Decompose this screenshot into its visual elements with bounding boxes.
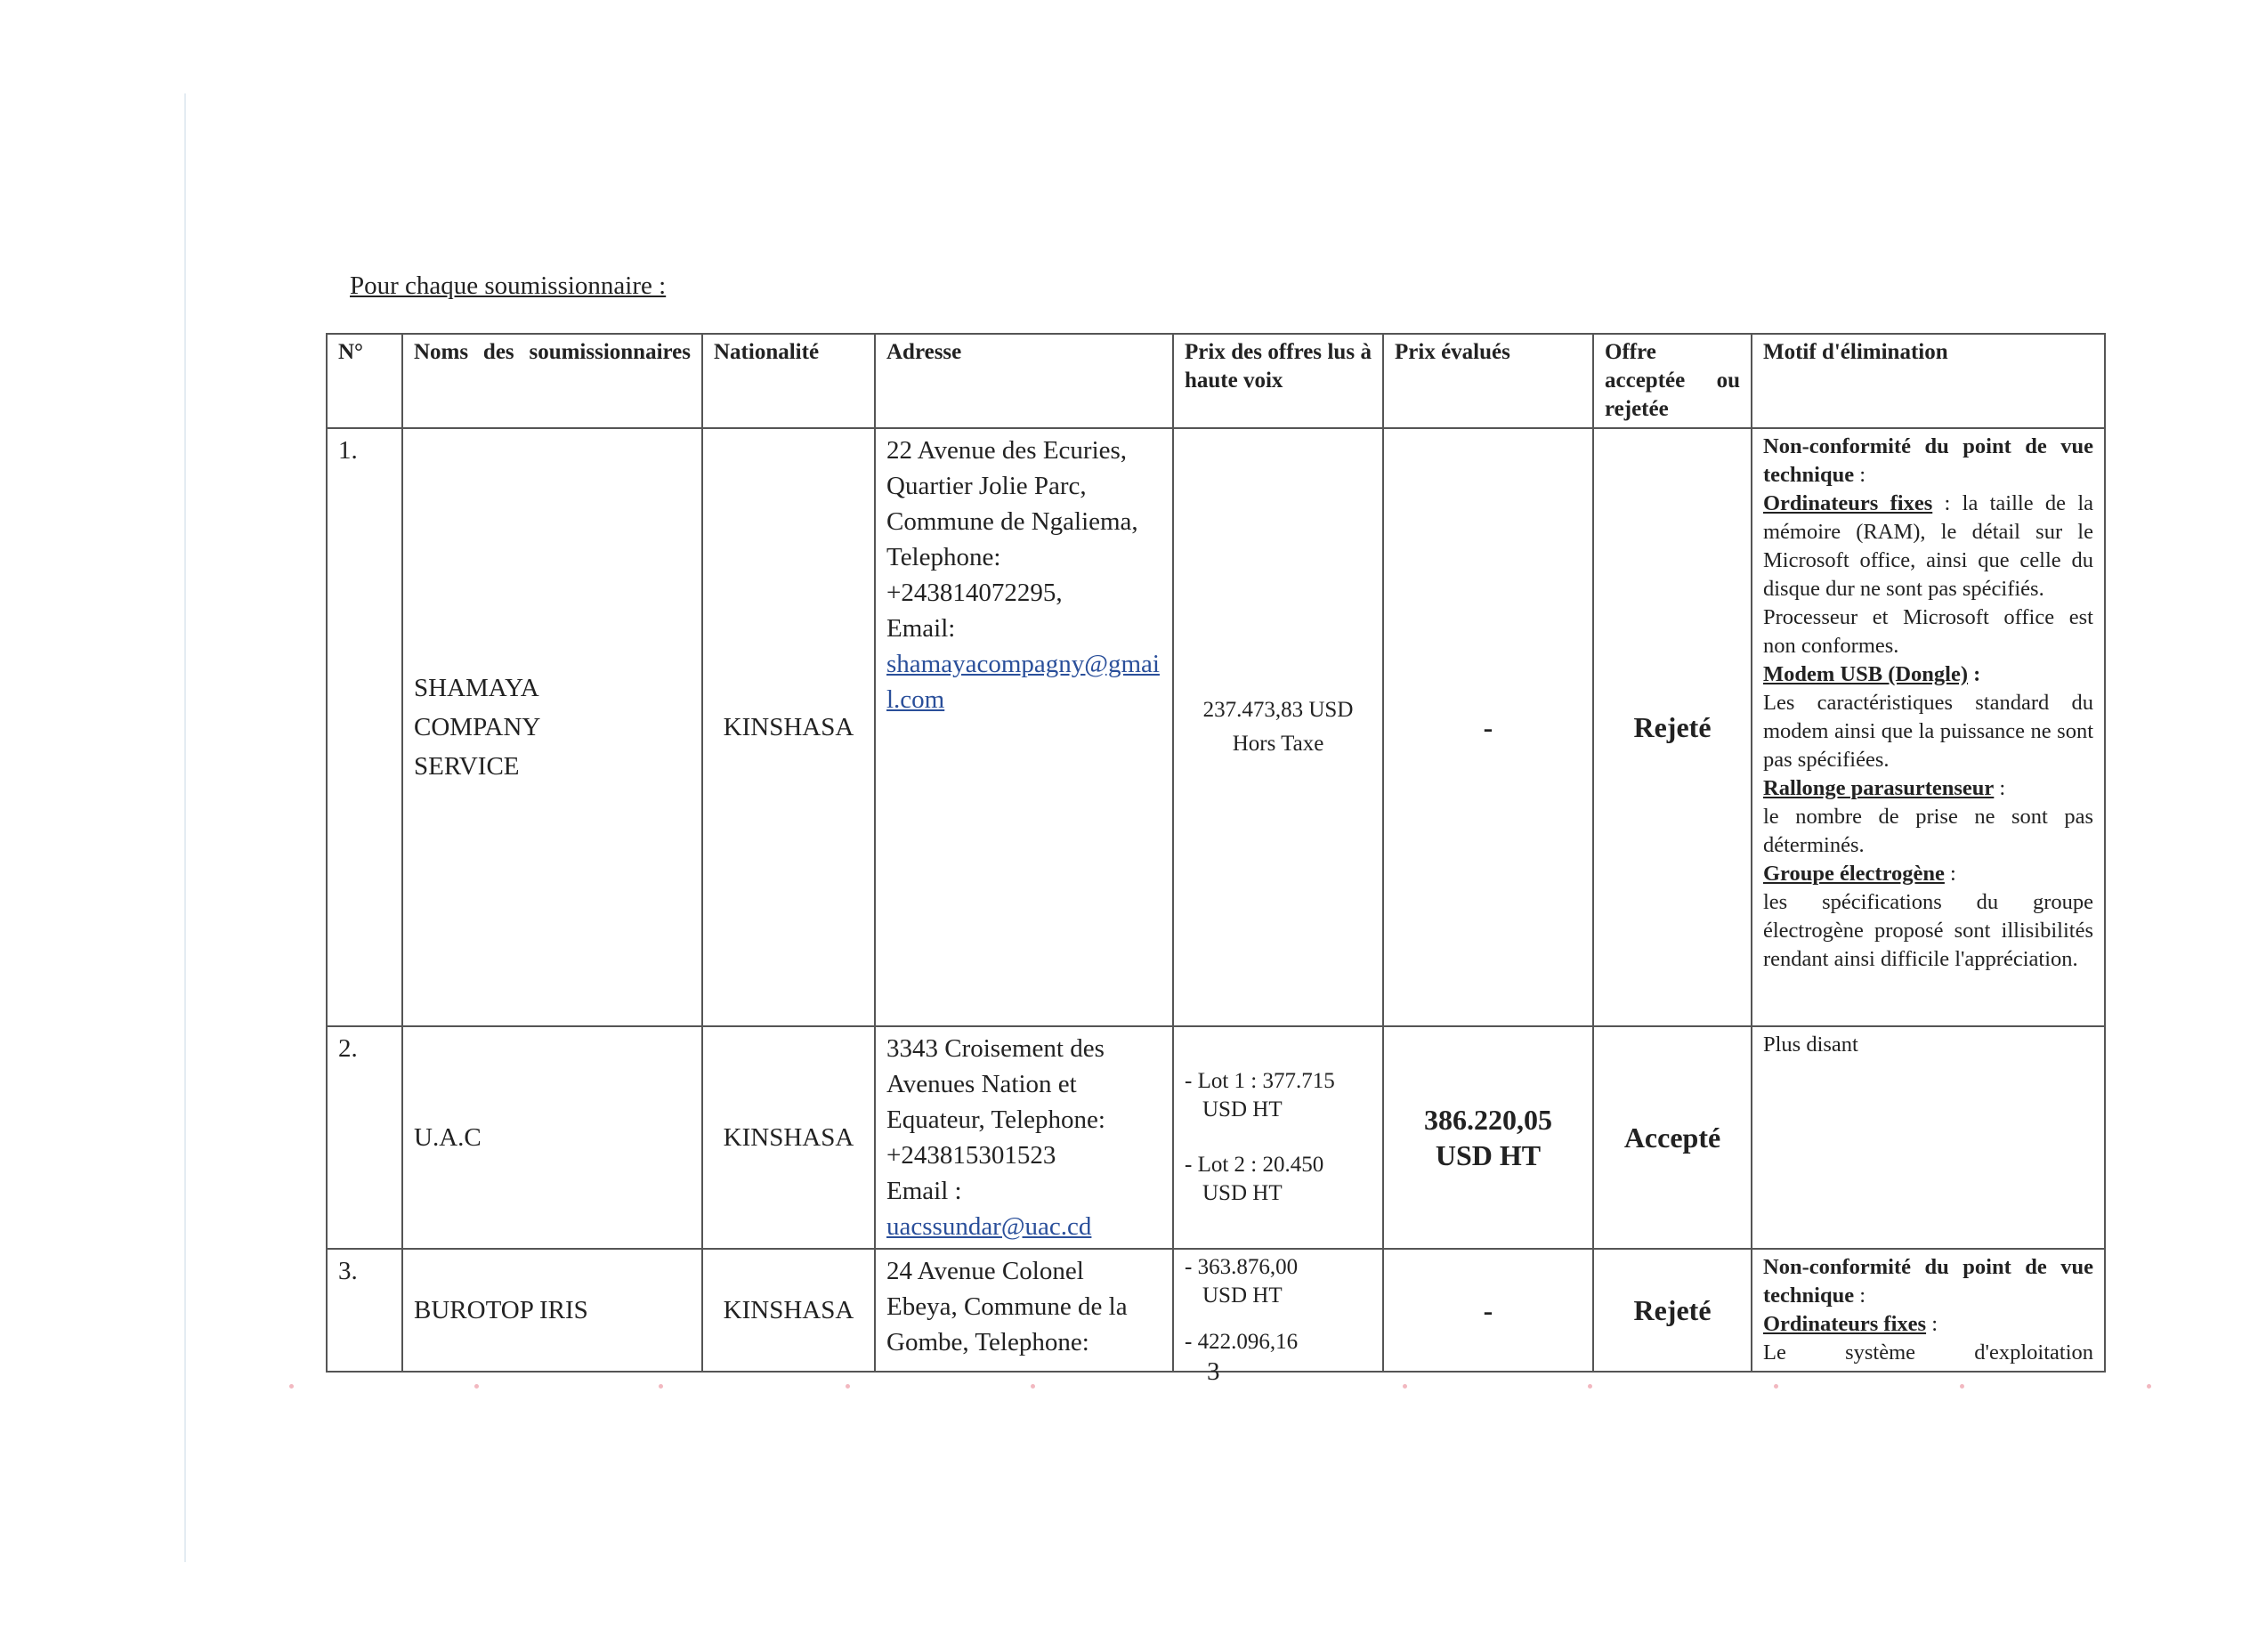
status-rejected: Rejeté: [1593, 1249, 1752, 1372]
motif-section-head: Rallonge parasurtenseur: [1763, 776, 1995, 800]
price-read-lots: [1173, 1026, 1383, 1249]
motif-text: Le système d'exploitation: [1763, 1340, 2093, 1365]
address-line: Ebeya, Commune de la: [886, 1292, 1128, 1321]
price-line: 237.473,83 USD: [1202, 698, 1354, 722]
bidder-name: BUROTOP IRIS: [402, 1249, 702, 1372]
scan-dot: [846, 1384, 850, 1389]
price-evaluated: [1383, 1026, 1593, 1249]
motif-section-head: Groupe électrogène: [1763, 862, 1945, 886]
address-line: +243815301523: [886, 1141, 1056, 1170]
price-evaluated: -: [1383, 428, 1593, 1026]
address: [875, 1249, 1173, 1372]
status-rejected: Rejeté: [1593, 428, 1752, 1026]
table-row: [327, 1026, 2105, 1249]
elimination-motif: Plus disant: [1752, 1026, 2105, 1249]
address-line: 3343 Croisement des: [886, 1034, 1105, 1063]
lot-line: - Lot 2 : 20.450: [1185, 1153, 1324, 1177]
row-num: 2.: [327, 1026, 402, 1249]
address-line: +243814072295,: [886, 579, 1063, 607]
scan-dot: [1960, 1384, 1964, 1389]
name-line: SERVICE: [414, 752, 520, 781]
header-price-read: Prix des offres lus à haute voix: [1173, 334, 1383, 428]
header-nationality: Nationalité: [702, 334, 875, 428]
header-motif: Motif d'élimination: [1752, 334, 2105, 428]
price-read: [1173, 428, 1383, 1026]
address-line: Email :: [886, 1177, 962, 1205]
motif-text: Les caractéristiques standard du modem ainsi que la puissance ne sont pas spécifiées.: [1763, 691, 2093, 772]
scan-margin-line: [184, 93, 186, 1562]
page-number: 3: [1207, 1357, 1220, 1386]
price-evaluated: -: [1383, 1249, 1593, 1372]
scan-dot: [474, 1384, 479, 1389]
bidder-name: U.A.C: [402, 1026, 702, 1249]
address: [875, 428, 1173, 1026]
scan-dot: [1031, 1384, 1035, 1389]
header-names: Noms des soumissionnaires: [402, 334, 702, 428]
table-row: [327, 428, 2105, 1026]
motif-text: les spécifications du groupe électrogène proposé sont illisibilités rendant ainsi difficile l'appréciation.: [1763, 890, 2093, 971]
address-line: Email:: [886, 614, 956, 643]
header-price-eval: Prix évalués: [1383, 334, 1593, 428]
scan-dot: [659, 1384, 663, 1389]
address-line: Avenues Nation et: [886, 1070, 1077, 1098]
lot-line: USD HT: [1202, 1284, 1283, 1308]
header-status: Offre acceptée ou rejetée: [1593, 334, 1752, 428]
motif-text: Processeur et Microsoft office est non conformes.: [1763, 605, 2093, 658]
motif-text: le nombre de prise ne sont pas déterminés.: [1763, 805, 2093, 857]
address-line: 24 Avenue Colonel: [886, 1257, 1084, 1285]
name-line: COMPANY: [414, 713, 541, 741]
motif-section-head: Ordinateurs fixes: [1763, 1312, 1927, 1336]
scan-dot: [289, 1384, 294, 1389]
table-header-row: [327, 334, 2105, 428]
motif-section-head: Modem USB (Dongle): [1763, 662, 1969, 686]
scan-dot: [1403, 1384, 1407, 1389]
name-line: SHAMAYA: [414, 674, 539, 702]
email-link[interactable]: uacssundar@uac.cd: [886, 1212, 1092, 1241]
price-eval-line: USD HT: [1435, 1139, 1542, 1171]
lot-line: - 422.096,16: [1185, 1330, 1299, 1354]
bidder-name: [402, 428, 702, 1026]
table-row: [327, 1249, 2105, 1372]
address-line: Commune de Ngaliema,: [886, 507, 1138, 536]
motif-title: Non-conformité du point de vue technique: [1763, 1255, 2093, 1308]
header-address: Adresse: [875, 334, 1173, 428]
nationality: KINSHASA: [702, 1026, 875, 1249]
motif-text: la taille de la mémoire (RAM), le détail sur le Microsoft office, ainsi que celle du disque dur ne sont pas spécifiés.: [1763, 491, 2093, 601]
elimination-motif: Non-conformité du point de vue technique : Ordinateurs fixes : Le système d'exploitation: [1752, 1249, 2105, 1372]
intro-heading: Pour chaque soumissionnaire :: [350, 271, 667, 300]
motif-section-head: Ordinateurs fixes: [1763, 491, 1933, 515]
address-line: Gombe, Telephone:: [886, 1328, 1089, 1356]
price-eval-line: 386.220,05: [1424, 1104, 1552, 1136]
row-num: 3.: [327, 1249, 402, 1372]
header-num: N°: [327, 334, 402, 428]
elimination-motif: Non-conformité du point de vue technique : Ordinateurs fixes : la taille de la mémoire (RAM), le détail sur le Microsoft office, ainsi que celle du disque dur ne sont pas spécifiés. Processeur et Microsoft office est non conformes. Modem USB (Dongle) : Les caractéristiques standard du modem ainsi que la puissance ne sont pas spécifiées. Rallonge parasurtenseur : le nombre de prise ne sont pas déterminés. Groupe électrogène : les spécifications du groupe électrogène proposé sont illisibilités rendant ainsi difficile l'appréciation.: [1752, 428, 2105, 1026]
address-line: Quartier Jolie Parc,: [886, 472, 1087, 500]
nationality: KINSHASA: [702, 428, 875, 1026]
row-num: 1.: [327, 428, 402, 1026]
lot-line: USD HT: [1202, 1097, 1283, 1122]
scan-dot: [1774, 1384, 1778, 1389]
price-line: Hors Taxe: [1232, 732, 1324, 756]
price-read-lots: [1173, 1249, 1383, 1372]
address-line: Telephone:: [886, 543, 1001, 571]
address-line: 22 Avenue des Ecuries,: [886, 436, 1128, 465]
email-link[interactable]: shamayacompagny@gmail.com: [886, 650, 1160, 714]
lot-line: - 363.876,00: [1185, 1255, 1299, 1279]
nationality: KINSHASA: [702, 1249, 875, 1372]
address-line: Equateur, Telephone:: [886, 1105, 1105, 1134]
bidders-table: [326, 333, 2106, 1373]
scan-dot: [1588, 1384, 1592, 1389]
address: [875, 1026, 1173, 1249]
scan-dot: [2147, 1384, 2151, 1389]
lot-line: - Lot 1 : 377.715: [1185, 1069, 1335, 1093]
status-accepted: Accepté: [1593, 1026, 1752, 1249]
lot-line: USD HT: [1202, 1181, 1283, 1205]
motif-title: Non-conformité du point de vue technique: [1763, 434, 2093, 487]
